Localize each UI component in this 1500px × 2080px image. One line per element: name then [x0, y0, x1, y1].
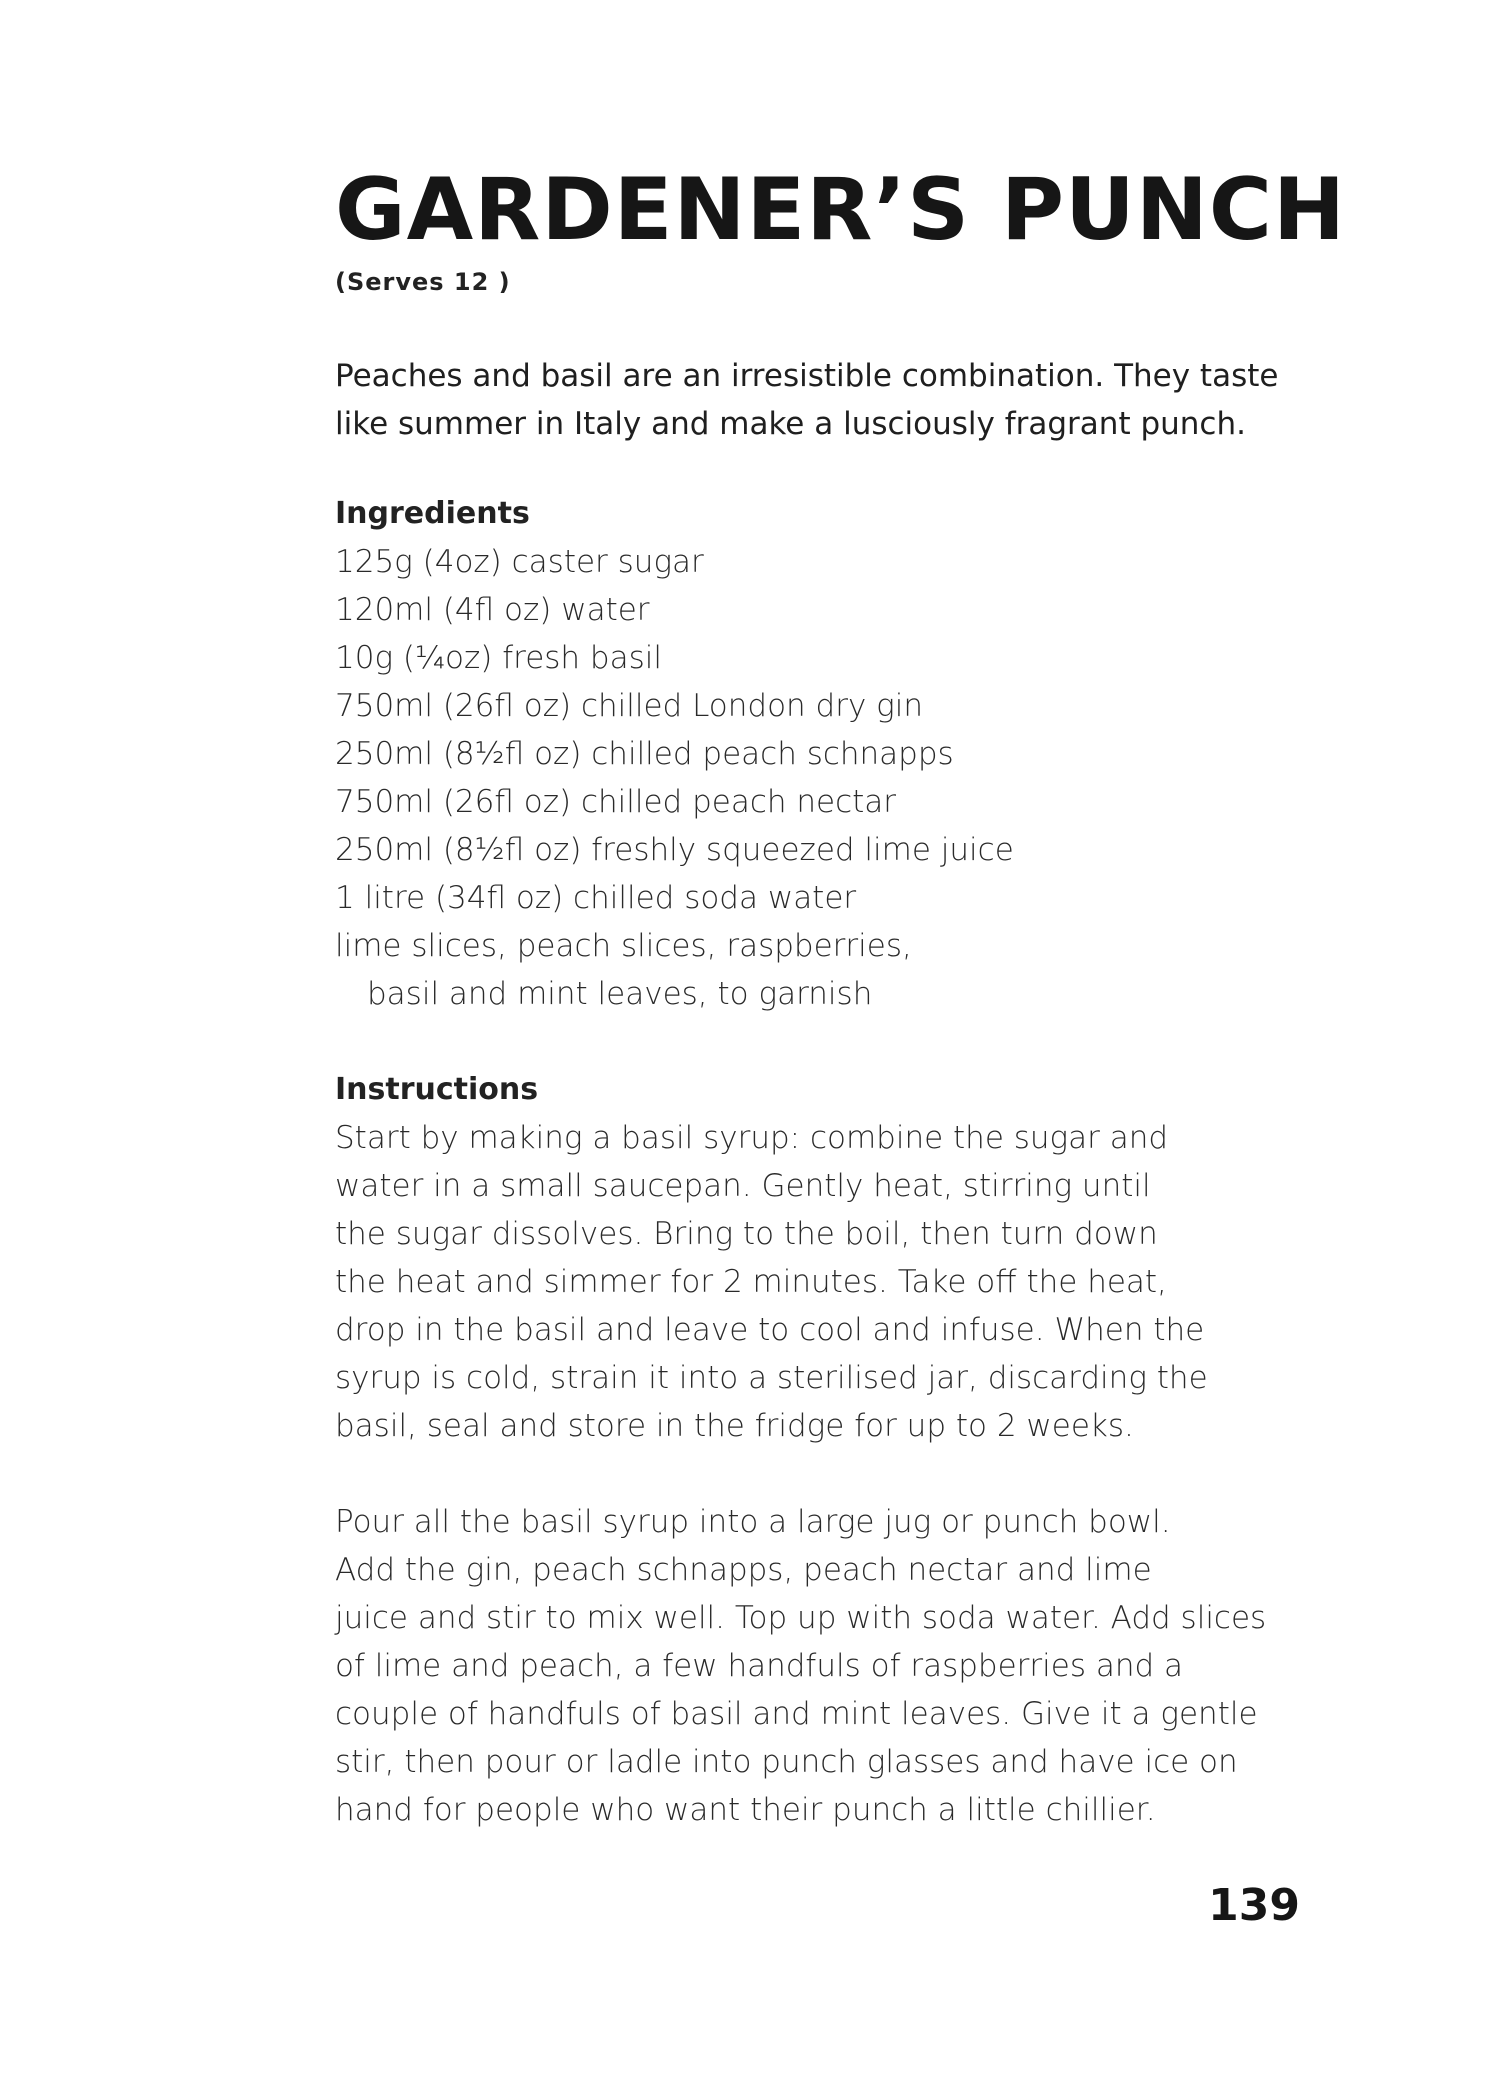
- intro-line: Peaches and basil are an irresistible combination. They taste: [335, 358, 1279, 394]
- ingredient-item: 125g (4oz) caster sugar: [335, 544, 704, 580]
- instruction-line: water in a small saucepan. Gently heat, stirring until: [335, 1168, 1151, 1204]
- ingredients-heading: Ingredients: [335, 496, 530, 531]
- recipe-title: GARDENER’S PUNCH: [335, 160, 1346, 260]
- ingredients-section: [335, 490, 1335, 1018]
- intro-line: like summer in Italy and make a lusciously fragrant punch.: [335, 406, 1246, 442]
- ingredient-item: 120ml (4fl oz) water: [335, 592, 650, 628]
- instructions-heading: Instructions: [335, 1072, 539, 1107]
- instruction-line: Add the gin, peach schnapps, peach nectar and lime: [335, 1552, 1152, 1588]
- instructions-section: [335, 1066, 1335, 1834]
- ingredient-item: 750ml (26fl oz) chilled London dry gin: [335, 688, 924, 724]
- instruction-line: Start by making a basil syrup: combine the sugar and: [335, 1120, 1169, 1156]
- instruction-line: the heat and simmer for 2 minutes. Take off the heat,: [335, 1264, 1167, 1300]
- instructions-paragraph-1: [335, 1114, 1335, 1450]
- instruction-line: basil, seal and store in the fridge for up to 2 weeks.: [335, 1408, 1134, 1444]
- instruction-line: Pour all the basil syrup into a large jug or punch bowl.: [335, 1504, 1171, 1540]
- instruction-line: the sugar dissolves. Bring to the boil, then turn down: [335, 1216, 1158, 1252]
- instruction-line: juice and stir to mix well. Top up with soda water. Add slices: [335, 1600, 1267, 1636]
- serves-note: (Serves 12 ): [335, 268, 511, 296]
- page-number: 139: [1208, 1880, 1300, 1931]
- ingredient-item: 10g (¼oz) fresh basil: [335, 640, 662, 676]
- instructions-paragraph-2: [335, 1498, 1335, 1834]
- ingredient-item: 750ml (26fl oz) chilled peach nectar: [335, 784, 897, 820]
- instruction-line: of lime and peach, a few handfuls of raspberries and a: [335, 1648, 1184, 1684]
- ingredient-item: 250ml (8½fl oz) chilled peach schnapps: [335, 736, 954, 772]
- instruction-line: couple of handfuls of basil and mint leaves. Give it a gentle: [335, 1696, 1258, 1732]
- ingredient-item: 250ml (8½fl oz) freshly squeezed lime juice: [335, 832, 1014, 868]
- paragraph-gap: [335, 1450, 1335, 1498]
- instruction-line: hand for people who want their punch a little chillier.: [335, 1792, 1156, 1828]
- instruction-line: drop in the basil and leave to cool and infuse. When the: [335, 1312, 1205, 1348]
- recipe-page: [335, 160, 1346, 1834]
- ingredient-item: 1 litre (34fl oz) chilled soda water: [335, 880, 857, 916]
- ingredient-item: lime slices, peach slices, raspberries,: [335, 928, 912, 964]
- intro-paragraph: [335, 352, 1335, 448]
- instruction-line: syrup is cold, strain it into a sterilised jar, discarding the: [335, 1360, 1208, 1396]
- ingredient-item-continuation: basil and mint leaves, to garnish: [367, 976, 873, 1012]
- instruction-line: stir, then pour or ladle into punch glasses and have ice on: [335, 1744, 1238, 1780]
